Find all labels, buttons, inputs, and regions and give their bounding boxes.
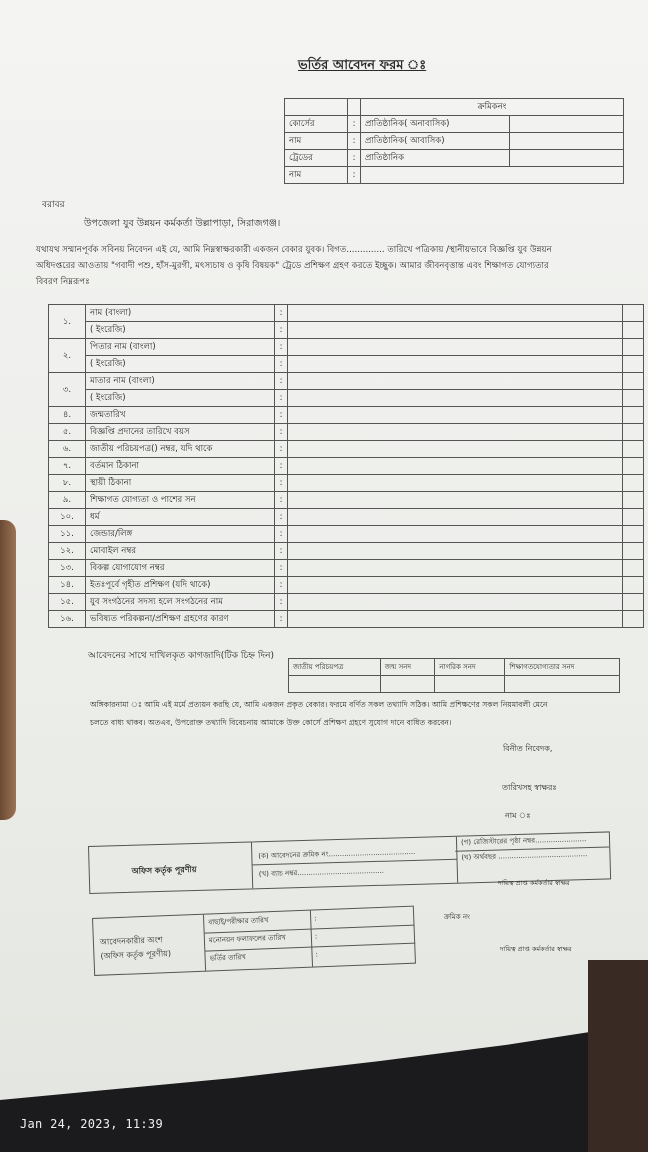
info-row	[49, 475, 644, 492]
doc-check[interactable]	[505, 676, 620, 693]
row-number: ১৪.	[49, 577, 86, 594]
row-number: ৯.	[49, 492, 86, 509]
doc-birth-cert[interactable]: জন্ম সনদ	[380, 659, 435, 676]
row-colon: :	[275, 390, 288, 407]
applicant-info-table	[48, 304, 644, 628]
row-colon: :	[275, 356, 288, 373]
row-value-field[interactable]	[288, 543, 623, 560]
applicant-serial-label: ক্রমিক নং	[444, 913, 471, 921]
row-number: ৮.	[49, 475, 86, 492]
trade-label: ট্রেডের	[285, 150, 348, 167]
row-colon: :	[275, 373, 288, 390]
row-colon: :	[275, 441, 288, 458]
trade-name-field[interactable]	[361, 167, 624, 184]
row-colon: :	[275, 458, 288, 475]
row-number: ১২.	[49, 543, 86, 560]
row-value-field[interactable]	[288, 356, 623, 373]
row-value-field[interactable]	[288, 475, 623, 492]
row-value-field[interactable]	[288, 424, 623, 441]
row-label: ভবিষ্যত পরিকল্পনা/প্রশিক্ষণ গ্রহণের কারণ	[86, 611, 275, 628]
row-colon: :	[275, 305, 288, 322]
row-number: ৪.	[49, 407, 86, 424]
info-row	[49, 594, 644, 611]
row-value-field[interactable]	[288, 390, 623, 407]
row-number: ১.	[49, 305, 86, 339]
row-number: ৩.	[49, 373, 86, 407]
trade-checkbox[interactable]	[510, 150, 624, 167]
row-value-field[interactable]	[288, 339, 623, 356]
info-row	[49, 560, 644, 577]
row-value-field[interactable]	[288, 509, 623, 526]
course-checkbox[interactable]	[510, 116, 624, 133]
office-field-fy[interactable]: (ঘ) অর্থবছর ........................................	[461, 850, 588, 862]
info-row	[49, 390, 644, 407]
row-number: ৫.	[49, 424, 86, 441]
info-row	[49, 356, 644, 373]
row-label: জন্মতারিখ	[86, 407, 275, 424]
row-value-field[interactable]	[288, 407, 623, 424]
row-colon: :	[275, 526, 288, 543]
row-number: ৭.	[49, 458, 86, 475]
closing: বিনীত নিবেদক,	[503, 744, 553, 753]
row-colon: :	[275, 339, 288, 356]
office-field-page[interactable]: (গ) রেজিস্টারের পৃষ্ঠা নম্বর.......................	[460, 835, 587, 847]
info-row	[49, 407, 644, 424]
applicant-box: আবেদনকারীর অংশ (অফিস কর্তৃক পূরণীয়) বাছাই/পরীক্ষার তারিখ : মনোনয়ন ফলাফলের তারিখ : ভর্তির তারিখ :	[92, 906, 416, 976]
info-row	[49, 322, 644, 339]
signature-label: তারিখসহ স্বাক্ষরঃ	[502, 783, 557, 792]
office-field-serial[interactable]: (ক) আবেদনের ক্রমিক নং.......................................	[258, 847, 416, 861]
row-label: স্থায়ী ঠিকানা	[86, 475, 275, 492]
info-row	[49, 526, 644, 543]
doc-check[interactable]	[435, 676, 505, 693]
row-value-field[interactable]	[288, 594, 623, 611]
documents-label: আবেদনের সাথে দাখিলকৃত কাগজাদি(টিক চিহ্ন দিন)	[88, 651, 275, 661]
doc-education-cert[interactable]: শিক্ষাগতযোগ্যতার সনদ	[505, 659, 620, 676]
info-row	[49, 611, 644, 628]
office-signature: দায়িত্ব প্রাপ্ত কর্মকর্তার স্বাক্ষর	[498, 879, 570, 887]
info-row	[49, 305, 644, 322]
row-label: শিক্ষাগত যোগ্যতা ও পাশের সন	[86, 492, 275, 509]
course-option: প্রাতিষ্ঠানিক( অনাবাসিক)	[361, 116, 510, 133]
row-value-field[interactable]	[288, 373, 623, 390]
admission-date-label: ভর্তির তারিখ	[209, 953, 247, 963]
info-row	[49, 543, 644, 560]
row-number: ১৬.	[49, 611, 86, 628]
row-number: ৬.	[49, 441, 86, 458]
row-value-field[interactable]	[288, 441, 623, 458]
row-label: পিতার নাম (বাংলা)	[86, 339, 275, 356]
row-label: ( ইংরেজি)	[86, 390, 275, 407]
row-colon: :	[275, 322, 288, 339]
serial-label: ক্রমিকনং	[361, 99, 624, 116]
office-field-batch[interactable]: (খ) ব্যাচ নম্বর.......................................	[258, 866, 385, 879]
row-label: ইতঃপূর্বে গৃহীত প্রশিক্ষণ (যদি থাকে)	[86, 577, 275, 594]
info-row	[49, 424, 644, 441]
trade-label: নাম	[285, 167, 348, 184]
info-row	[49, 577, 644, 594]
row-label: বর্তমান ঠিকানা	[86, 458, 275, 475]
office-box-label: অফিস কর্তৃক পূরণীয়	[131, 864, 197, 876]
photo-timestamp: Jan 24, 2023, 11:39	[20, 1117, 163, 1131]
applicant-box-label: আবেদনকারীর অংশ	[99, 935, 163, 947]
doc-check[interactable]	[380, 676, 435, 693]
row-number: ১০.	[49, 509, 86, 526]
info-row	[49, 509, 644, 526]
row-colon: :	[275, 611, 288, 628]
row-colon: :	[275, 492, 288, 509]
row-label: বিকল্প যোগাযোগ নম্বর	[86, 560, 275, 577]
doc-check[interactable]	[289, 676, 381, 693]
declaration: অঙ্গিকারনামা ঃ আমি এই মর্মে প্রত্যয়ন করছি যে, আমি একজন প্রকৃত বেকার। ফরমে বর্ণিত সকল তথ্যাদি সঠিক। আমি প্রশিক্ষণের সকল নিয়মাবলী মেনে চলতে বাধ্য থাকব। অতএব, উপরোক্ত তথ্যাদি বিবেচনায় আমাকে উক্ত কোর্সে প্রশিক্ষণ গ্রহণে সুযোগ দানে বাধিত করবেন।	[90, 700, 548, 727]
course-label: নাম	[285, 133, 348, 150]
row-label: মোবাইল নম্বর	[86, 543, 275, 560]
row-value-field[interactable]	[288, 492, 623, 509]
selection-date-label: বাছাই/পরীক্ষার তারিখ	[208, 916, 269, 927]
row-value-field[interactable]	[288, 577, 623, 594]
row-value-field[interactable]	[288, 458, 623, 475]
row-label: যুব সংগঠনের সদস্য হলে সংগঠনের নাম	[86, 594, 275, 611]
row-value-field[interactable]	[288, 305, 623, 322]
row-number: ১৩.	[49, 560, 86, 577]
row-colon: :	[275, 594, 288, 611]
info-row	[49, 339, 644, 356]
info-row	[49, 373, 644, 390]
documents-table	[288, 658, 620, 693]
row-colon: :	[275, 424, 288, 441]
course-checkbox[interactable]	[510, 133, 624, 150]
row-colon: :	[275, 543, 288, 560]
row-colon: :	[275, 407, 288, 424]
row-label: মাতার নাম (বাংলা)	[86, 373, 275, 390]
row-value-field[interactable]	[288, 560, 623, 577]
trade-option: প্রাতিষ্ঠানিক	[361, 150, 510, 167]
row-number: ১৫.	[49, 594, 86, 611]
name-label: নাম ঃ	[505, 811, 531, 820]
row-number: ২.	[49, 339, 86, 373]
row-label: নাম (বাংলা)	[86, 305, 275, 322]
row-value-field[interactable]	[288, 526, 623, 543]
info-row	[49, 492, 644, 509]
row-label: বিজ্ঞপ্তি প্রদানের তারিখে বয়স	[86, 424, 275, 441]
row-label: জেন্ডার/লিঙ্গ	[86, 526, 275, 543]
row-label: ( ইংরেজি)	[86, 356, 275, 373]
row-label: জাতীয় পরিচয়পত্র() নম্বর, যদি থাকে	[86, 441, 275, 458]
course-label: কোর্সের	[285, 116, 348, 133]
row-label: ধর্ম	[86, 509, 275, 526]
row-colon: :	[275, 577, 288, 594]
row-value-field[interactable]	[288, 322, 623, 339]
course-option: প্রাতিষ্ঠানিক( আবাসিক)	[361, 133, 510, 150]
addressee-to: বরাবর	[42, 200, 65, 210]
applicant-box-sublabel: (অফিস কর্তৃক পূরণীয়)	[100, 948, 172, 961]
row-number: ১১.	[49, 526, 86, 543]
applicant-signature: দায়িত্ব প্রাপ্ত কর্মকর্তার স্বাক্ষর	[500, 945, 572, 953]
row-value-field[interactable]	[288, 611, 623, 628]
background-object	[588, 960, 648, 1152]
info-row	[49, 441, 644, 458]
course-table: ক্রমিকনং কোর্সের : প্রাতিষ্ঠানিক( অনাবাসিক) নাম : প্রাতিষ্ঠানিক( আবাসিক) ট্রেডের : প্রাতিষ্ঠানিক নাম :	[284, 98, 624, 184]
intro-paragraph: যথাযথ সম্মানপূর্বক সবিনয় নিবেদন এই যে, আমি নিম্নস্বাক্ষরকারী একজন বেকার যুবক। বিগত.............. তারিখে পত্রিকায় /স্থানীয়ভাবে বিজ্ঞপ্তি যুব উন্নয়ন অধিদপ্তরের আওতায় "গবাদী পশু, হাঁস-মুরগী, মৎস্যচাষ ও কৃষি বিষয়ক" ট্রেডে প্রশিক্ষণ গ্রহণ করতে ইচ্ছুক। আমার জীবনবৃত্তান্ত এবং শিক্ষাগত যোগ্যতার বিবরণ নিম্নরূপঃ	[36, 245, 552, 287]
doc-nid[interactable]: জাতীয় পরিচয়পত্র	[289, 659, 381, 676]
result-date-label: মনোনয়ন ফলাফলের তারিখ	[208, 933, 286, 945]
row-colon: :	[275, 509, 288, 526]
addressee-officer: উপজেলা যুব উন্নয়ন কর্মকর্তা উল্লাপাড়া, সিরাজগঞ্জ।	[84, 218, 281, 229]
holding-hand	[0, 520, 16, 820]
info-row	[49, 458, 644, 475]
form-title: ভর্তির আবেদন ফরম ঃ	[298, 58, 427, 73]
row-label: ( ইংরেজি)	[86, 322, 275, 339]
row-colon: :	[275, 560, 288, 577]
doc-citizen-cert[interactable]: নাগরিক সনদ	[435, 659, 505, 676]
row-colon: :	[275, 475, 288, 492]
